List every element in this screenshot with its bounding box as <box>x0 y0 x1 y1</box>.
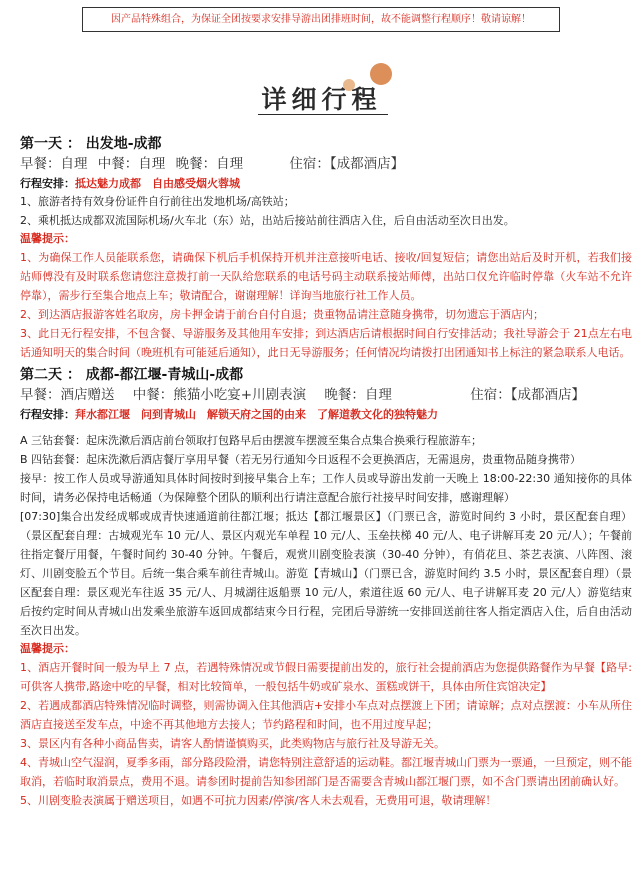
day1-tip: 1、为确保工作人员能联系您，请确保下机后手机保持开机并注意接听电话、接收/回复短信；请您出站后及时开机，若我们接站师傅没有及时联系您请您注意拨打前一天队给您联系的电话号码主动联系接站师傅，出站口仅允许临时停靠（火车站不允许停靠），需步行至集合地点上车；敬请配合，谢谢理解！详询当地旅行社工作人员。 <box>20 251 632 302</box>
day1-lodging: 住宿：【成都酒店】 <box>289 156 405 172</box>
day2-tip: 2、若遇成都酒店特殊情况临时调整，则需协调入住其他酒店+安排小车点对点摆渡上下团；请谅解；点对点摆渡：小车从所住酒店直接送至发车点，中途不再其他地方去接人；节约路程和时间，也不用过度早起； <box>20 699 632 731</box>
day1-tip: 2、到达酒店报游客姓名取房，房卡押金请于前台自付自退；贵重物品请注意随身携带，切勿遗忘于酒店内； <box>20 308 544 321</box>
day2-paragraph: [07:30]集合出发经成郫或成青快速通道前往都江堰；抵达【都江堰景区】（门票已含，游览时间约 3 小时，景区配套自理）（景区配套自理：古城观光车 10 元/人、景区内观光车单程 10 元/人、玉垒扶梯 40 元/人、电子讲解耳麦 20 元/人）；午餐前往指定餐厅用餐，午餐时间约 30-40 分钟。午餐后，观赏川剧变脸表演（30-40 分钟），有俏花旦、茶艺表演、八阵图、滚灯、川剧变脸五个节目。后统一集合乘车前往青城山。游览【青城山】（门票已含，游览时间约 3.5 小时，景区配套自理）（景区配套自理：景区观光车往返 35 元/人、月城湖往返船票 10 元/人，索道往返 60 元/人、电子讲解耳麦 20 元/人）游览结束后按约定时间从青城山出发乘坐旅游车返回成都结束今日行程，完团后导游统一安排回送前往客人指定酒店入住，后自由活动至次日出发。 <box>20 510 632 637</box>
day2-paragraph: B 四钻套餐：起床洗漱后酒店餐厅享用早餐（若无另行通知今日返程不会更换酒店，无需退房，贵重物品随身携带） <box>20 453 582 466</box>
day2-heading: 第二天 ： 成都-都江堰-青城山-成都 <box>20 367 244 383</box>
day1-item: 1、旅游者持有效身份证件自行前往出发地机场/高铁站； <box>20 195 295 208</box>
day2-lodging: 住宿：【成都酒店】 <box>470 387 585 403</box>
day2-paragraph: 接早：按工作人员或导游通知具体时间按时到接早集合上车；工作人员或导游出发前一天晚上 18:00-22:30 通知接你的具体时间，请务必保持电话畅通（为保障整个团队的顺利出行请注意配合旅行社接早时间安排，感谢理解） <box>20 472 632 504</box>
day2-tip: 4、青城山空气湿润，夏季多雨，部分路段险滑，请您特别注意舒适的运动鞋。都江堰青城山门票为一票通，一旦预定，则不能取消，若临时取消景点，费用不退。请参团时提前告知参团部门是否需要含青城山都江堰门票，如不含门票请出团前确认好。 <box>20 756 632 788</box>
day2-arrange-label: 行程安排： <box>20 408 75 421</box>
day1-arrange-highlight: 抵达魅力成都 自由感受烟火蓉城 <box>75 177 240 190</box>
day2-tip: 3、景区内有各种小商品售卖，请客人酌情谨慎购买，此类购物店与旅行社及导游无关。 <box>20 737 445 750</box>
day1-lunch: 中餐：自理 <box>97 156 166 172</box>
itinerary-content <box>20 134 632 810</box>
day1-arrangement <box>20 175 632 192</box>
title-underline <box>258 114 388 115</box>
day2-section <box>20 365 632 810</box>
day2-paragraph: A 三钻套餐：起床洗漱后酒店前台领取打包路早后由摆渡车摆渡至集合点集合换乘行程旅游车； <box>20 434 483 447</box>
day1-tips-label: 温馨提示： <box>20 232 75 245</box>
day2-breakfast: 早餐：酒店赠送 <box>20 387 115 403</box>
page-title: 详细行程 <box>261 85 382 114</box>
day1-heading: 第一天 ： 出发地-成都 <box>20 136 162 152</box>
day2-tip: 5、川剧变脸表演属于赠送项目，如遇不可抗力因素/停演/客人未去观看，无费用可退，敬请理解！ <box>20 794 497 807</box>
day1-section <box>20 134 632 362</box>
day1-meals <box>20 154 632 175</box>
day2-meals <box>20 385 632 406</box>
day1-arrange-label: 行程安排： <box>20 177 75 190</box>
day1-item: 2、乘机抵达成都双流国际机场/火车北（东）站，出站后接站前往酒店入住，后自由活动至次日出发。 <box>20 214 515 227</box>
title-block <box>0 58 643 118</box>
day1-dinner: 晚餐：自理 <box>175 156 244 172</box>
day1-breakfast: 早餐：自理 <box>20 156 88 172</box>
day1-tip: 3、此日无行程安排，不包含餐、导游服务及其他用车安排；到达酒店后请根据时间自行安排活动；我社导游会于 21点左右电话通知明天的集合时间（晚班机有可能延后通知），此日无导游服务；任何情况均请拨打出团通知书上标注的紧急联系人电话。 <box>20 327 632 359</box>
day2-dinner: 晚餐：自理 <box>324 387 392 403</box>
day2-arrangement <box>20 406 632 423</box>
day2-lunch: 中餐：熊猫小吃宴+川剧表演 <box>132 387 307 403</box>
notice-banner: 因产品特殊组合，为保证全团按要求安排导游出团排班时间，故不能调整行程顺序！敬请谅解！ <box>82 7 560 32</box>
day2-tip: 1、酒店开餐时间一般为早上 7 点，若遇特殊情况或节假日需要提前出发的，旅行社会提前酒店为您提供路餐作为早餐【路早:可供客人携带,路途中吃的早餐，相对比较简单，一般包括牛奶或矿泉水、蛋糕或饼干，具体由所住宾馆决定】 <box>20 661 632 693</box>
day2-arrange-highlight: 拜水都江堰 问到青城山 解锁天府之国的由来 了解道教文化的独特魅力 <box>75 408 438 421</box>
day2-tips-label: 温馨提示： <box>20 642 75 655</box>
